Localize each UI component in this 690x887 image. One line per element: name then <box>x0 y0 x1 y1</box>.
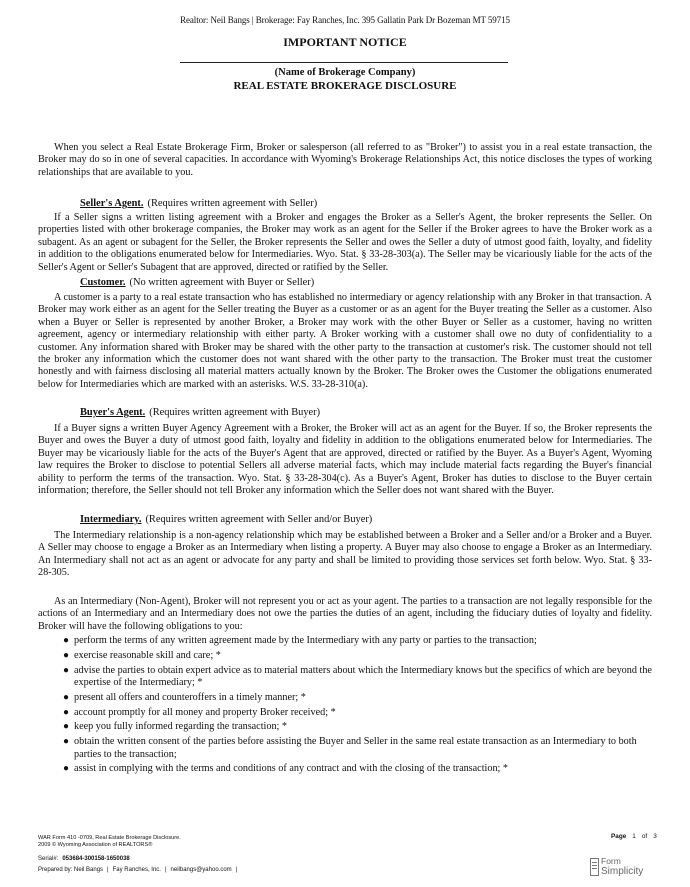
formsimplicity-logo-icon <box>590 857 660 879</box>
bullet-icon: ● <box>63 736 70 748</box>
logo-word-simplicity: Simplicity <box>601 866 644 877</box>
page-of: of <box>641 833 648 840</box>
bullet-icon: ● <box>63 664 70 676</box>
customer-heading: Customer. (No written agreement with Buyer or Seller) <box>80 277 315 288</box>
list-item: ● account promptly for all money and property Broker received; * <box>63 706 336 718</box>
intro-paragraph: When you select a Real Estate Brokerage Firm, Broker or salesperson (all referred to as "Broker") to assist you in a real estate transaction, the Broker may do so in one of several capacities. In accordance with Wyoming's Brokerage Relationships Act, this notice discloses the types of working relationships that are available to you. <box>38 142 652 178</box>
intermediary-paragraph: The Intermediary relationship is a non-agency relationship which may be established between a Broker and a Seller and/or a Broker and a Buyer. A Seller may choose to engage a Broker as an Intermediary when listing a property. A Buyer may also choose to engage a Broker as an Intermediary. An Intermediary shall not act as an agent or advocate for any party and shall be limited to providing those services set forth below. Wyo. Stat. § 33-28-305. <box>38 530 652 579</box>
page-total: 3 <box>653 833 657 840</box>
buyer-heading: Buyer's Agent. (Requires written agreement with Buyer) <box>80 407 321 418</box>
page-current: 1 <box>632 833 636 840</box>
brokerage-name-label: (Name of Brokerage Company) <box>274 67 416 78</box>
intermediary-heading: Intermediary. (Requires written agreement with Seller and/or Buyer) <box>80 514 373 525</box>
serial-label: Serial#: <box>38 856 59 862</box>
bullet-icon: ● <box>63 721 70 733</box>
bullet-icon: ● <box>63 635 70 646</box>
serial-value: 053684-300158-1650038 <box>62 856 130 862</box>
page-indicator <box>611 833 657 840</box>
list-item: ● obtain the written consent of the parties before assisting the Buyer and Seller in the same real estate transaction as an Intermediary to both parties to the transaction; <box>63 736 637 760</box>
notice-title: IMPORTANT NOTICE <box>283 35 407 49</box>
obligations-list <box>38 635 652 778</box>
form-footer <box>38 835 181 849</box>
obligations-intro: As an Intermediary (Non-Agent), Broker will not represent you or act as your agent. The parties to a transaction are not legally responsible for the actions of an Intermediary and an Intermediary does not owe the parties the duties of an agent, including the fiduciary duties of loyalty and fidelity. Broker will have the following obligations to you: <box>38 596 652 632</box>
customer-paragraph: A customer is a party to a real estate transaction who has established no intermediary or agency relationship with any Broker in that transaction. A Broker may work either as an agent for the Seller treating the Buyer as a customer or as an agent for the Buyer treating the Seller as a customer. Also when a Buyer or Seller is represented by another Broker, a Broker may work with the other Buyer or Seller as a customer, having no written agreement, agency or intermediary relationship with either party. A Broker working with a customer shall owe no duty of confidentiality to a customer. Any information shared with Broker may be shared with the other party to the transaction at customer's risk. The customer should not tell the broker any information which the customer does not want shared with the other party to the transaction. The Broker must treat the customer honestly and with fairness disclosing all material matters actually known by the Broker. The Broker owes the Customer the obligations enumerated below for Intermediaries which are marked with an asterisks. W.S. 33-28-310(a). <box>38 292 652 390</box>
list-item: ● keep you fully informed regarding the transaction; * <box>63 721 288 733</box>
bullet-icon: ● <box>63 649 70 661</box>
form-id-line: WAR Form 410 -0709, Real Estate Brokerage Disclosure. <box>38 835 181 841</box>
disclosure-title: REAL ESTATE BROKERAGE DISCLOSURE <box>233 80 457 92</box>
prepared-company: Fay Ranches, Inc. <box>112 867 161 873</box>
prepared-by-line: Prepared by: Neil Bangs | Fay Ranches, Inc. | neilbangs@yahoo.com | <box>38 867 238 873</box>
bullet-icon: ● <box>63 706 70 718</box>
form-document-icon <box>590 858 599 876</box>
bullet-icon: ● <box>63 691 70 703</box>
page-label: Page <box>611 833 627 840</box>
copyright-line: 2009 © Wyoming Association of REALTORS® <box>38 842 153 849</box>
list-item: ● exercise reasonable skill and care; * <box>63 649 221 661</box>
list-item: ● present all offers and counteroffers in a timely manner; * <box>63 691 306 703</box>
seller-heading: Seller's Agent. (Requires written agreement with Seller) <box>80 198 318 209</box>
prepared-email: neilbangs@yahoo.com <box>170 867 232 873</box>
list-item: ● advise the parties to obtain expert advice as to material matters about which the Intermediary knows but the specifics of which are beyond the expertise of the Intermediary; * <box>63 664 652 688</box>
realtor-header: Realtor: Neil Bangs | Brokerage: Fay Ranches, Inc. 395 Gallatin Park Dr Bozeman MT 59715 <box>180 15 510 25</box>
list-item: ● perform the terms of any written agreement made by the Intermediary with any party or parties to the transaction; <box>63 635 537 646</box>
list-item: ● assist in complying with the terms and conditions of any contract and with the closing of the transaction; * <box>63 763 509 775</box>
buyer-paragraph: If a Buyer signs a written Buyer Agency Agreement with a Broker, the Broker will act as an agent for the Buyer. If so, the Broker represents the Buyer and owes the Buyer a duty of utmost good faith, loyalty and fidelity in addition to the obligations enumerated below for Intermediaries. The Buyer may be vicariously liable for the acts of the Buyer's Agent that are approved, directed or ratified by the Buyer. As a Buyer's Agent, Wyoming law requires the Broker to disclose to potential Sellers all adverse material facts, which may include material facts regarding the Buyer's financial ability to perform the terms of the transaction. Wyo. Stat. § 33-28-304(c). As a Buyer's Agent, Broker has duties to disclose to the Buyer certain information; therefore, the Seller should not tell Broker any information which the Seller does not want shared with the Buyer. <box>38 423 652 497</box>
logo-word-form: Form <box>601 856 621 866</box>
brokerage-name-line <box>180 62 508 63</box>
bullet-icon: ● <box>63 763 70 775</box>
seller-paragraph: If a Seller signs a written listing agreement with a Broker and engages the Broker as a Seller's Agent, the broker represents the Seller. On properties listed with other brokerage companies, the Broker may work as an agent for the Seller if the Broker agrees to have the Broker work as a subagent. As an agent or subagent for the Seller, the Broker represents the Seller and owes the Seller a duty of utmost good faith, loyalty, and fidelity in addition to the obligations enumerated below for Intermediaries. Wyo. Stat. § 33-28-303(a). The Seller may be vicariously liable for the acts of the Seller's Agent or Seller's Subagent that are approved, directed or ratified by the Seller. <box>38 212 652 273</box>
serial-number <box>38 856 130 862</box>
prepared-by: Prepared by: Neil Bangs <box>38 867 104 873</box>
